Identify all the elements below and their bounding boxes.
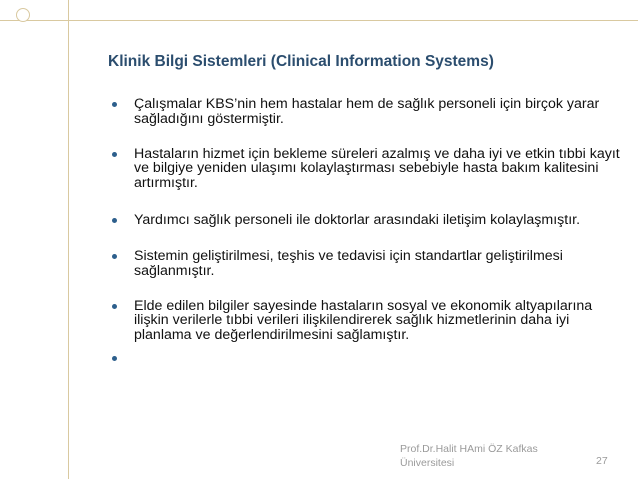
bullet-item <box>112 97 622 127</box>
decorative-circle <box>16 8 30 22</box>
bullet-text: Sistemin geliştirilmesi, teşhis ve tedavisi için standartlar geliştirilmesi sağlanmıştır. <box>134 247 563 279</box>
bullet-text: Hastaların hizmet için bekleme süreleri azalmış ve daha iyi ve etkin tıbbi kayıt ve bilgiye yeniden ulaşımı kolaylaştırması sebebiyle hasta bakım kalitesini artırmıştır. <box>134 145 620 192</box>
bullet-dot-icon <box>112 254 117 259</box>
decorative-vertical-line <box>68 0 69 479</box>
bullet-dot-icon <box>112 218 117 223</box>
bullet-dot-icon <box>112 304 117 309</box>
bullet-item <box>112 147 622 191</box>
bullet-item <box>112 211 622 229</box>
bullet-dot-icon <box>112 152 117 157</box>
bullet-dot-icon <box>112 102 117 107</box>
bullet-text: Yardımcı sağlık personeli ile doktorlar arasındaki iletişim kolaylaşmıştır. <box>134 211 581 228</box>
footer-text: Prof.Dr.Halit HAmi ÖZ Kafkas Üniversitesi <box>400 443 538 469</box>
bullet-list <box>112 97 622 385</box>
slide-title: Klinik Bilgi Sistemleri (Clinical Information Systems) <box>108 53 494 70</box>
bullet-item-empty <box>112 351 622 365</box>
bullet-text: Çalışmalar KBS’nin hem hastalar hem de sağlık personeli için birçok yarar sağladığını göstermiştir. <box>134 96 600 127</box>
bullet-text: Elde edilen bilgiler sayesinde hastaların sosyal ve ekonomik altyapılarına ilişkin verilerle tıbbi verileri ilişkilendirerek sağlık hizmetlerinin daha iyi planlama ve değerlendirilmesini sağlamıştır. <box>134 297 593 344</box>
bullet-item <box>112 249 622 279</box>
bullet-dot-icon <box>112 356 117 361</box>
bullet-item <box>112 299 622 343</box>
page-number: 27 <box>596 455 608 467</box>
decorative-horizontal-line <box>0 20 638 21</box>
